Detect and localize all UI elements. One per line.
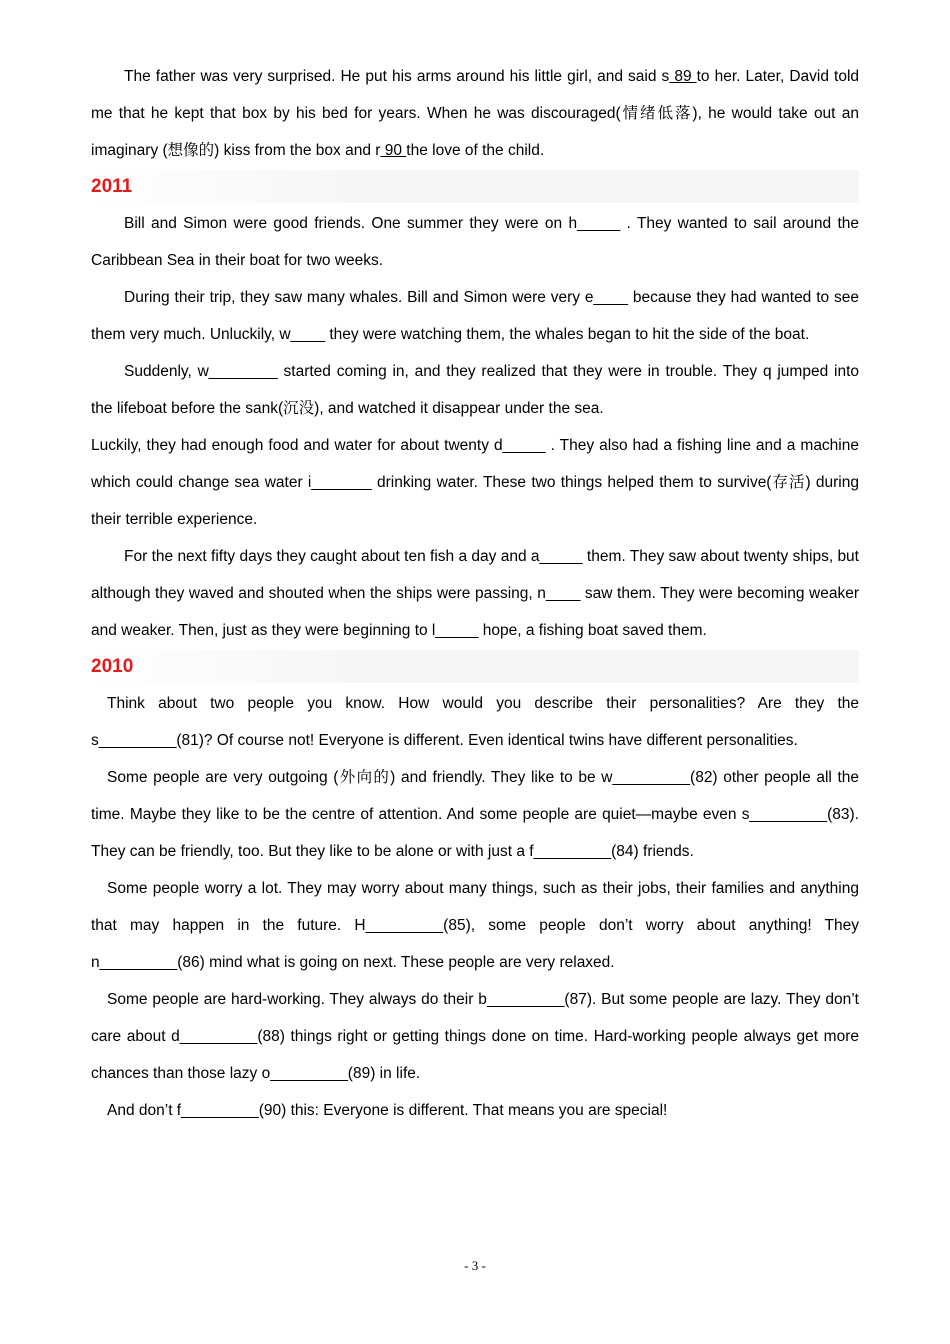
paragraph xyxy=(91,538,859,649)
paragraph xyxy=(91,870,859,981)
text-segment: The father was very surprised. He put his arms around his little girl, and said s xyxy=(124,68,670,85)
text-segment: Suddenly, w________ started coming in, and they realized that they were in trouble. They q jumped into the lifeboat before the sank(沉没), and watched it disappear under the sea. xyxy=(91,363,859,417)
text-segment: Some people are hard-working. They always do their b_________(87). But some people are lazy. They don’t care about d_________(88) things right or getting things done on time. Hard-working people always get more chances than those lazy o_________(89) in life. xyxy=(91,991,859,1082)
paragraph xyxy=(91,1092,859,1129)
paragraph xyxy=(91,427,859,538)
paragraph xyxy=(91,279,859,353)
section-2011 xyxy=(91,170,859,649)
text-segment: Some people are very outgoing (外向的) and friendly. They like to be w_________(82) other people all the time. Maybe they like to be the centre of attention. And some people are quiet—maybe even s_________(83). They can be friendly, too. But they like to be alone or with just a f_________(84) friends. xyxy=(91,769,859,860)
blank-answer: 90 xyxy=(380,142,407,159)
document-page xyxy=(91,58,859,1129)
text-segment: Think about two people you know. How would you describe their personalities? Are they the s_________(81)? Of course not! Everyone is different. Even identical twins have different personalities. xyxy=(91,695,859,749)
text-segment: Luckily, they had enough food and water for about twenty d_____ . They also had a fishing line and a machine which could change sea water i_______ drinking water. These two things helped them to survive(存活) during their terrible experience. xyxy=(91,437,859,528)
text-segment: And don’t f_________(90) this: Everyone is different. That means you are special! xyxy=(107,1102,668,1119)
text-segment: During their trip, they saw many whales. Bill and Simon were very e____ because they had wanted to see them very much. Unluckily, w____ they were watching them, the whales began to hit the side of the boat. xyxy=(91,289,859,343)
text-segment: Bill and Simon were good friends. One summer they were on h_____ . They wanted to sail around the Caribbean Sea in their boat for two weeks. xyxy=(91,215,859,269)
text-segment: For the next fifty days they caught about ten fish a day and a_____ them. They saw about twenty ships, but although they waved and shouted when the ships were passing, n____ saw them. They were becoming weaker and weaker. Then, just as they were beginning to l_____ hope, a fishing boat saved them. xyxy=(91,548,859,639)
section-continued xyxy=(91,58,859,169)
paragraph xyxy=(91,205,859,279)
paragraph xyxy=(91,685,859,759)
paragraph xyxy=(91,58,859,169)
paragraph xyxy=(91,981,859,1092)
section-2010 xyxy=(91,650,859,1129)
paragraph xyxy=(91,353,859,427)
text-segment: the love of the child. xyxy=(406,142,545,159)
paragraph xyxy=(91,759,859,870)
year-heading: 2010 xyxy=(91,650,859,683)
year-heading: 2011 xyxy=(91,170,859,203)
text-segment: to her. Later, David told me that he kept that box by his bed for years. When he was discouraged(情绪低落), he would take out an imaginary (想像的) kiss from the box and r xyxy=(91,68,860,159)
text-segment: Some people worry a lot. They may worry about many things, such as their jobs, their families and anything that may happen in the future. H_________(85), some people don’t worry about anything! They n_________(86) mind what is going on next. These people are very relaxed. xyxy=(91,880,859,971)
page-number: - 3 - xyxy=(464,1258,486,1273)
blank-answer: 89 xyxy=(669,68,697,85)
